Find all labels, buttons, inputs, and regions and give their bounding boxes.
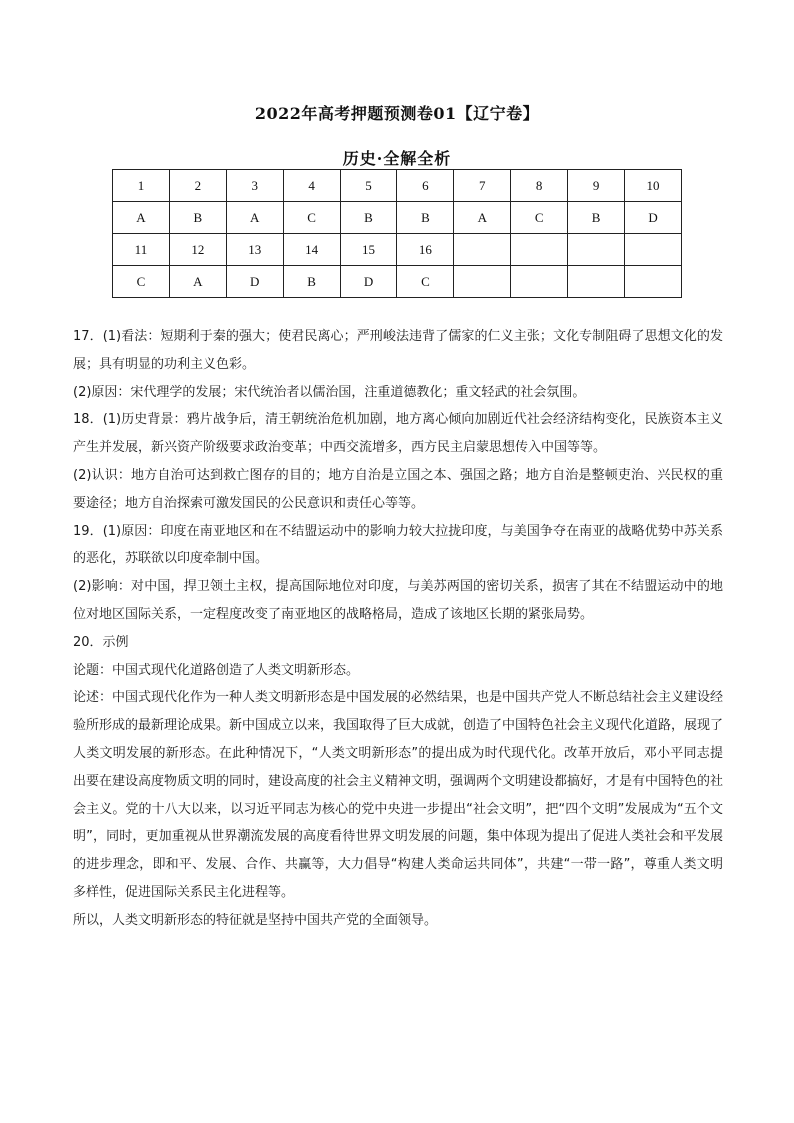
table-cell: 5 [340,170,397,202]
table-cell: 8 [511,170,568,202]
table-row [113,266,682,298]
table-cell [511,234,568,266]
table-row [113,170,682,202]
table-cell [511,266,568,298]
table-cell: 6 [397,170,454,202]
table-cell: C [283,202,340,234]
answer-explanations [73,323,723,935]
page-title: 2022年高考押题预测卷01【辽宁卷】 [254,104,540,123]
table-cell: 13 [226,234,283,266]
table-cell: A [226,202,283,234]
answer-key-table [112,169,682,298]
table-cell: C [397,266,454,298]
table-cell [454,234,511,266]
answer-q20-conclusion: 所以，人类文明新形态的特征就是坚持中国共产党的全面领导。 [73,912,438,928]
table-cell: B [568,202,625,234]
answer-q18-part1: 18．(1)历史背景：鸦片战争后，清王朝统治危机加剧，地方离心倾向加剧近代社会经济结构变化，民族资本主义产生并发展，新兴资产阶级要求政治变革；中西交流增多，西方民主启蒙思想传入中国等等。 [73,412,723,456]
table-cell: 4 [283,170,340,202]
answer-q20-argument: 论述：中国式现代化作为一种人类文明新形态是中国发展的必然结果，也是中国共产党人不断总结社会主义建设经验所形成的最新理论成果。新中国成立以来，我国取得了巨大成就，创造了中国特色社会主义现代化道路，展现了人类文明发展的新形态。在此种情况下，“人类文明新形态”的提出成为时代现代化。改革开放后，邓小平同志提出要在建设高度物质文明的同时，建设高度的社会主义精神文明，强调两个文明建设都搞好，才是有中国特色的社会主义。党的十八大以来，以习近平同志为核心的党中央进一步提出“社会文明”，把“四个文明”发展成为“五个文明”，同时，更加重视从世界潮流发展的高度看待世界文明发展的问题，集中体现为提出了促进人类社会和平发展的进步理念，即和平、发展、合作、共赢等，大力倡导“构建人类命运共同体”，共建“一带一路”，尊重人类文明多样性，促进国际关系民主化进程等。 [73,690,724,900]
table-cell [454,266,511,298]
table-cell: C [511,202,568,234]
table-cell: D [340,266,397,298]
answer-q17-part1: 17．(1)看法：短期利于秦的强大；使君民离心；严刑峻法违背了儒家的仁义主张；文化专制阻碍了思想文化的发展；具有明显的功利主义色彩。 [73,329,723,372]
table-cell: 11 [113,234,170,266]
answer-q20-heading: 20．示例 [73,634,129,650]
table-row [113,234,682,266]
table-cell: B [340,202,397,234]
table-cell [568,234,625,266]
table-cell: B [283,266,340,298]
table-cell: 2 [169,170,226,202]
answer-q19-part1: 19．(1)原因：印度在南亚地区和在不结盟运动中的影响力较大拉拢印度，与美国争夺在南亚的战略优势中苏关系的恶化，苏联欲以印度牵制中国。 [73,523,723,567]
table-cell: A [113,202,170,234]
table-cell: D [625,202,682,234]
table-cell: 1 [113,170,170,202]
table-cell: A [169,266,226,298]
table-cell: 16 [397,234,454,266]
table-cell: 12 [169,234,226,266]
table-row [113,202,682,234]
table-cell: B [169,202,226,234]
answer-q19-part2: (2)影响：对中国，捍卫领土主权，提高国际地位对印度，与美苏两国的密切关系，损害了其在不结盟运动中的地位对地区国际关系，一定程度改变了南亚地区的战略格局，造成了该地区长期的紧张局势。 [73,579,723,622]
table-cell: 10 [625,170,682,202]
answer-q17-part2: (2)原因：宋代理学的发展；宋代统治者以儒治国，注重道德教化；重文轻武的社会氛围。 [73,384,586,400]
table-cell: D [226,266,283,298]
table-cell [625,266,682,298]
table-cell: 14 [283,234,340,266]
table-cell [625,234,682,266]
table-cell: C [113,266,170,298]
answer-q18-part2: (2)认识：地方自治可达到救亡图存的目的；地方自治是立国之本、强国之路；地方自治是整顿吏治、兴民权的重要途径；地方自治探索可激发国民的公民意识和责任心等等。 [73,467,723,511]
table-cell: B [397,202,454,234]
table-cell: A [454,202,511,234]
answer-q20-thesis: 论题：中国式现代化道路创造了人类文明新形态。 [73,662,360,678]
table-cell [568,266,625,298]
table-cell: 3 [226,170,283,202]
table-cell: 7 [454,170,511,202]
page-subtitle: 历史·全解全析 [342,149,452,168]
table-cell: 15 [340,234,397,266]
table-cell: 9 [568,170,625,202]
